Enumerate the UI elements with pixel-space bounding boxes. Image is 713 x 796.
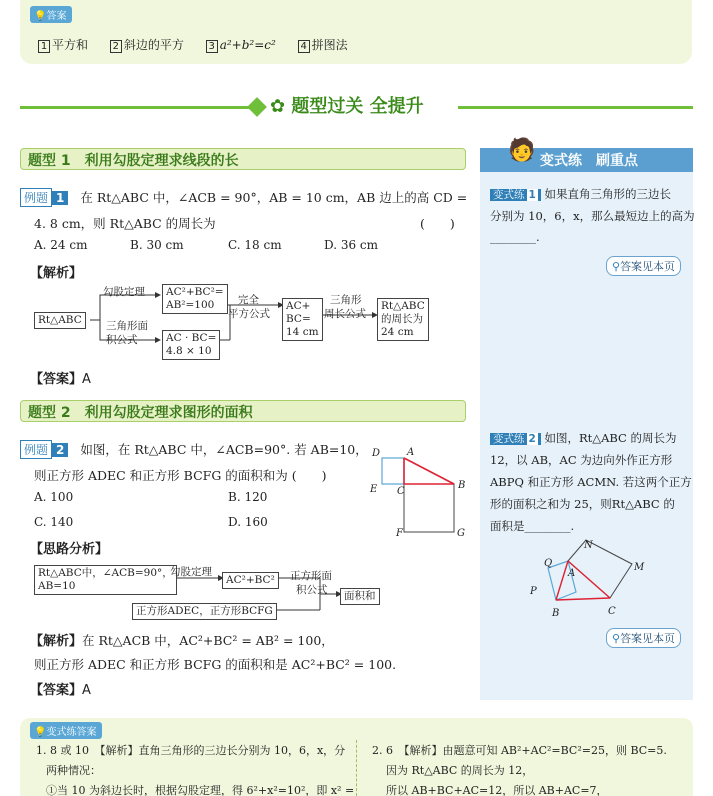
fig-r-label-a: A [568,568,576,579]
flow1-end-box: Rt△ABC 的周长为 24 cm [377,298,429,341]
fig-r-label-m: M [634,562,645,573]
variant2-line1: 变式练 2 如图，Rt△ABC 的周长为 [490,430,677,446]
analysis-label-1: 【解析】 [30,266,83,281]
example1-question: 例题 1 在 Rt△ABC 中，∠ACB = 90°，AB = 10 cm，AB 边上的高 CD = [20,188,467,207]
answer-text-r3: 所以 AB+BC+AC=12，所以 AB+AC=7， [386,784,608,796]
answer-2: 【答案】A [30,683,91,698]
fig-r-label-q: Q [544,558,553,569]
answer-items: 1 平方和 2 斜边的平方 3 a²+b²=c² 4 拼图法 [38,36,366,53]
answer-text-l2: 两种情况： [46,764,101,777]
flow2-label2a: 正方形面 [290,570,332,582]
top-answer-box [20,0,692,64]
pin-icon: ⚲ [612,260,621,273]
variant2-line3: ABPQ 和正方形 ACMN. 若这两个正方 [490,475,692,489]
flow2-label2b: 积公式 [296,584,328,596]
banner-line-left [20,106,260,109]
fig2-label-b: B [458,480,466,491]
flow2-start-box: Rt△ABC中，∠ACB=90°， AB=10 [34,565,177,595]
option2-b: B. 120 [228,490,268,504]
flow2-box1: AC²+BC² [222,572,279,589]
option-c: C. 18 cm [228,238,282,252]
flow1-top-box: AC²+BC²= AB²=100 [162,284,228,314]
flow1-start-box: Rt△ABC [34,312,86,329]
flow1-mid-label1: 完全 [238,294,259,306]
fig2-label-c: C [397,486,405,497]
answer-text-l1: 1. 8 或 10 【解析】直角三角形的三边长分别为 10，6，x，分 [36,744,346,757]
banner-line-right [458,106,693,109]
fig2-label-e: E [370,484,378,495]
example2-figure [366,444,476,540]
option2-d: D. 160 [228,515,268,529]
option2-c: C. 140 [34,515,74,529]
pin-icon: ⚲ [612,632,621,645]
answer-text-l3: ①当 10 为斜边长时，根据勾股定理，得 6²+x²=10²，即 x² = [46,784,355,796]
variant-answers-badge: 💡变式练答案 [30,722,102,739]
flow1-bot-label2: 积公式 [106,334,138,346]
fig2-label-g: G [457,528,465,539]
analysis-2-line2: 则正方形 ADEC 和正方形 BCFG 的面积和是 AC²+BC² = 100. [34,657,397,672]
answer-badge: 💡答案 [30,6,72,23]
bulb-icon: 💡 [34,727,47,738]
flow2-box2: 面积和 [340,588,380,605]
example2-question: 例题 2 如图，在 Rt△ABC 中，∠ACB=90°. 若 AB=10， [20,440,368,459]
flow1-end-label2: 周长公式 [324,308,366,320]
answers-divider [356,740,357,796]
variant-header: 🧑 变式练 刷重点 [480,148,693,172]
flow1-top-label: 勾股定理 [103,286,145,298]
flow1-bot-label1: 三角形面 [106,320,148,332]
variant2-line4: 形的面积之和为 25，则Rt△ABC 的 [490,497,675,511]
option2-a: A. 100 [34,490,74,504]
banner-diamond [247,97,267,117]
type1-title: 题型 1 利用勾股定理求线段的长 [28,153,239,169]
flow1-mid-box: AC+ BC= 14 cm [282,298,323,341]
flow1-end-label1: 三角形 [330,294,362,306]
fig-r-label-n: N [584,540,593,551]
banner-title: ✿ 题型过关 全提升 [270,96,424,117]
analysis-2-line1: 【解析】在 Rt△ACB 中，AC²+BC² = AB² = 100， [30,633,334,649]
option-d: D. 36 cm [324,238,379,252]
answer-text-r1: 2. 6 【解析】由题意可知 AB²+AC²=BC²=25，则 BC=5. [372,744,667,757]
variant1-line3: ________. [490,230,540,244]
fig-r-label-b: B [552,608,560,619]
answer-text-r2: 因为 Rt△ABC 的周长为 12， [386,764,534,777]
option-a: A. 24 cm [34,238,88,252]
fig2-label-f: F [396,528,403,539]
leaf-icon: ✿ [270,96,286,117]
bulb-icon: 💡 [34,11,47,22]
variant2-figure [522,534,652,624]
fig-r-label-p: P [530,586,537,597]
variant2-line5: 面积是________. [490,519,575,533]
option-b: B. 30 cm [130,238,184,252]
fig2-label-a: A [407,447,415,458]
fig2-label-d: D [372,448,381,459]
example1-question-line2: 4. 8 cm，则 Rt△ABC 的周长为 [34,216,216,231]
see-answer-1[interactable]: ⚲答案见本页 [606,256,681,276]
example2-question-line2: 则正方形 ADEC 和正方形 BCFG 的面积和为 ( ) [34,468,327,483]
answer-1: 【答案】A [30,372,91,387]
flow2-label1: 勾股定理 [170,566,212,578]
variant1-line2: 分别为 10，6，x，那么最短边上的高为 [490,209,695,223]
example1-paren: ( ) [420,216,455,231]
fig-r-label-c: C [608,606,616,617]
think-label: 【思路分析】 [30,542,109,557]
flow2-bottom-box: 正方形ADEC，正方形BCFG [132,603,277,620]
see-answer-2[interactable]: ⚲答案见本页 [606,628,681,648]
flow1-bot-box: AC · BC= 4.8 × 10 [162,330,220,360]
student-icon: 🧑 [508,138,536,163]
variant1-line1: 变式练 1 如果直角三角形的三边长 [490,186,671,202]
variant2-line2: 12，以 AB，AC 为边向外作正方形 [490,453,673,467]
type2-title: 题型 2 利用勾股定理求图形的面积 [28,405,253,421]
flow1-mid-label2: 平方公式 [228,308,270,320]
